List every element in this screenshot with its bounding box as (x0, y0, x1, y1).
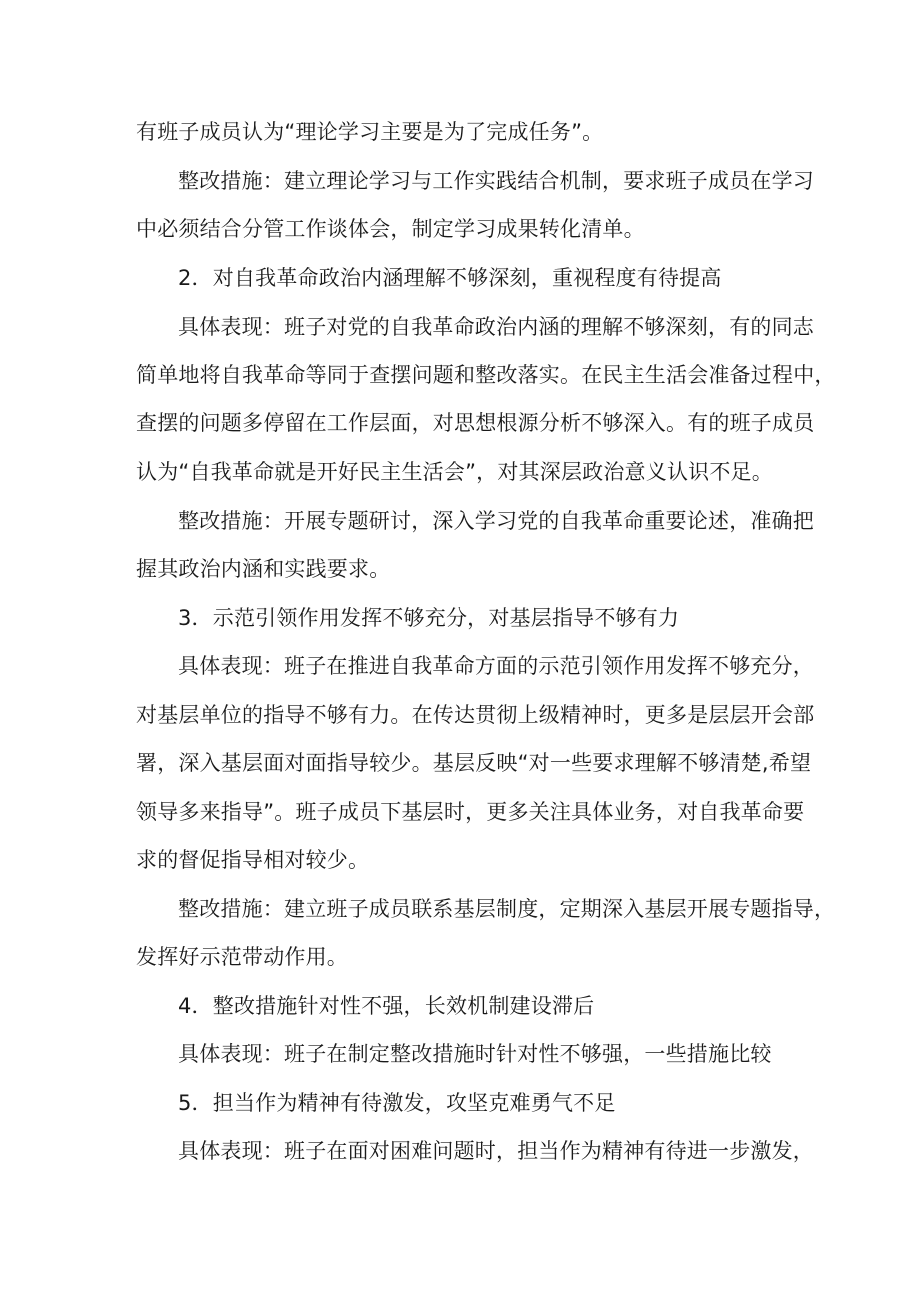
text-line: 具体表现：班子在推进自我革命方面的示范引领作用发挥不够充分， (178, 654, 814, 678)
text-line: 整改措施：开展专题研讨，深入学习党的自我革命重要论述，准确把 (178, 509, 814, 533)
text-line: 认为“自我革命就是开好民主生活会”，对其深层政治意义认识不足。 (136, 460, 773, 484)
text-line: 查摆的问题多停留在工作层面，对思想根源分析不够深入。有的班子成员 (136, 411, 815, 435)
text-line: 发挥好示范带动作用。 (136, 945, 348, 969)
section-heading: 3．示范引领作用发挥不够充分，对基层指导不够有力 (178, 606, 680, 630)
text-line: 具体表现：班子在面对困难问题时，担当作为精神有待进一步激发， (178, 1139, 814, 1163)
text-line: 整改措施：建立理论学习与工作实践结合机制，要求班子成员在学习 (178, 169, 814, 193)
section-heading: 2．对自我革命政治内涵理解不够深刻，重视程度有待提高 (178, 266, 722, 290)
text-line: 具体表现：班子对党的自我革命政治内涵的理解不够深刻，有的同志 (178, 315, 814, 339)
text-line: 中必须结合分管工作谈体会，制定学习成果转化清单。 (136, 217, 645, 241)
text-line: 具体表现：班子在制定整改措施时针对性不够强，一些措施比较 (178, 1042, 772, 1066)
text-line: 简单地将自我革命等同于查摆问题和整改落实。在民主生活会准备过程中， (136, 363, 836, 387)
text-line: 对基层单位的指导不够有力。在传达贯彻上级精神时，更多是层层开会部 (136, 703, 815, 727)
text-line: 整改措施：建立班子成员联系基层制度，定期深入基层开展专题指导， (178, 897, 836, 921)
section-heading: 5．担当作为精神有待激发，攻坚克难勇气不足 (178, 1091, 616, 1115)
text-line: 握其政治内涵和实践要求。 (136, 557, 391, 581)
text-line: 领导多来指导”。班子成员下基层时，更多关注具体业务，对自我革命要 (136, 800, 805, 824)
text-line: 有班子成员认为“理论学习主要是为了完成任务”。 (136, 120, 604, 144)
text-line: 求的督促指导相对较少。 (136, 848, 370, 872)
text-line: 署，深入基层面对面指导较少。基层反映“对一些要求理解不够清楚,希望 (136, 751, 812, 775)
section-heading: 4．整改措施针对性不强，长效机制建设滞后 (178, 994, 595, 1018)
